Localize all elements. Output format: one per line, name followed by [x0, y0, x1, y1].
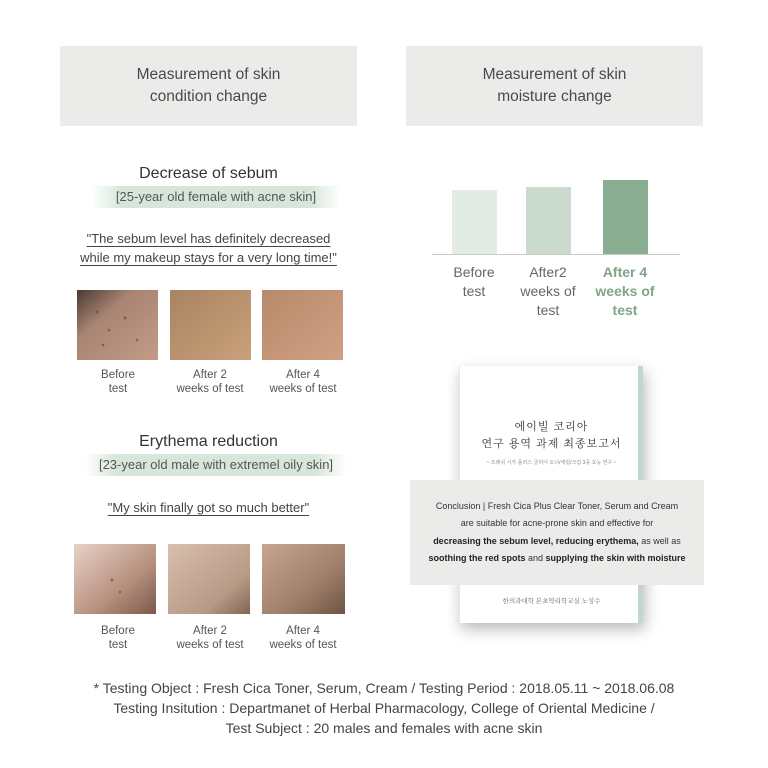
- caption-line: Before: [101, 369, 135, 381]
- erythema-caption-week2: [160, 624, 260, 652]
- label-line: weeks of: [595, 283, 655, 299]
- erythema-quote: [60, 498, 357, 517]
- moisture-bar-week4: [603, 180, 648, 254]
- label-line: weeks of: [520, 283, 576, 299]
- header-line: Measurement of skin: [136, 66, 281, 83]
- report-author: 한의과대학 본초약리학교실 노성수: [502, 598, 601, 605]
- label-line: test: [536, 302, 560, 318]
- report-title-2: 연구 용역 과제 최종보고서: [481, 438, 622, 450]
- conclusion-emphasis: soothing the red spots: [428, 553, 526, 563]
- moisture-bar-before: [452, 190, 497, 254]
- caption-line: After 2: [193, 625, 227, 637]
- label-line: After2: [529, 264, 567, 280]
- moisture-label-before: [434, 263, 514, 301]
- erythema-photo-week4: [262, 544, 345, 614]
- sebum-caption-before: [68, 368, 168, 396]
- erythema-title: Erythema reduction: [139, 433, 278, 450]
- caption-line: weeks of test: [176, 383, 244, 395]
- sebum-caption-week4: [253, 368, 353, 396]
- conclusion-line: are suitable for acne-prone skin and effective for: [460, 518, 654, 528]
- sebum-caption-week2: [160, 368, 260, 396]
- moisture-label-week2: [508, 263, 588, 320]
- caption-line: After 2: [193, 369, 227, 381]
- quote-line: while my makeup stays for a very long time!": [80, 250, 337, 265]
- sebum-quote: [60, 229, 357, 267]
- skin-condition-header: [60, 46, 357, 126]
- erythema-subject: [23-year old male with extremel oily skin]: [85, 454, 347, 476]
- erythema-caption-week4: [253, 624, 353, 652]
- quote-line: "The sebum level has definitely decreased: [86, 231, 331, 246]
- skin-moisture-header: [406, 46, 703, 126]
- header-line: Measurement of skin: [482, 66, 627, 83]
- conclusion-emphasis: supplying the skin with moisture: [545, 553, 686, 563]
- conclusion-text: as well as: [638, 535, 681, 546]
- erythema-photo-week2: [168, 544, 250, 614]
- label-line: test: [462, 283, 486, 299]
- sebum-photo-before: [77, 290, 158, 360]
- caption-line: After 4: [286, 625, 320, 637]
- label-line: test: [612, 302, 638, 318]
- report-title-1: 에이빌 코리아: [514, 421, 589, 433]
- caption-line: test: [108, 639, 128, 651]
- report-subtitle: ~ 프레쉬 시카 플러스 클리어 토너/세럼/크림 3종 효능 연구 ~: [486, 460, 617, 466]
- label-line: Before: [453, 264, 495, 280]
- conclusion-line: [428, 550, 685, 568]
- sebum-title: Decrease of sebum: [139, 165, 278, 182]
- sebum-subject: [25-year old female with acne skin]: [92, 186, 340, 208]
- caption-line: test: [108, 383, 128, 395]
- erythema-caption-before: [68, 624, 168, 652]
- sebum-photo-week4: [262, 290, 343, 360]
- footnote-line: Test Subject : 20 males and females with acne skin: [225, 720, 543, 736]
- conclusion-text: and: [525, 553, 546, 563]
- footnote-line: Testing Insitution : Departmanet of Herbal Pharmacology, College of Oriental Medicine /: [113, 700, 655, 716]
- quote-line: "My skin finally got so much better": [107, 500, 310, 515]
- chart-baseline: [432, 254, 680, 255]
- footnote: [30, 678, 738, 738]
- header-line: moisture change: [497, 88, 612, 105]
- moisture-label-week4: [585, 263, 665, 320]
- header-line: condition change: [149, 88, 268, 105]
- conclusion-line: Conclusion | Fresh Cica Plus Clear Toner, Serum and Cream: [435, 500, 679, 511]
- caption-line: weeks of test: [269, 639, 337, 651]
- caption-line: Before: [101, 625, 135, 637]
- conclusion-line: [433, 533, 681, 551]
- footnote-line: * Testing Object : Fresh Cica Toner, Serum, Cream / Testing Period : 2018.05.11 ~ 2018.06.08: [93, 680, 675, 696]
- conclusion-box: [410, 480, 704, 585]
- conclusion-emphasis: decreasing the sebum level, reducing erythema,: [433, 535, 639, 546]
- sebum-photo-week2: [170, 290, 251, 360]
- caption-line: weeks of test: [269, 383, 337, 395]
- caption-line: After 4: [286, 369, 320, 381]
- erythema-photo-before: [74, 544, 156, 614]
- caption-line: weeks of test: [176, 639, 244, 651]
- label-line: After 4: [602, 264, 648, 280]
- moisture-bar-week2: [526, 187, 571, 254]
